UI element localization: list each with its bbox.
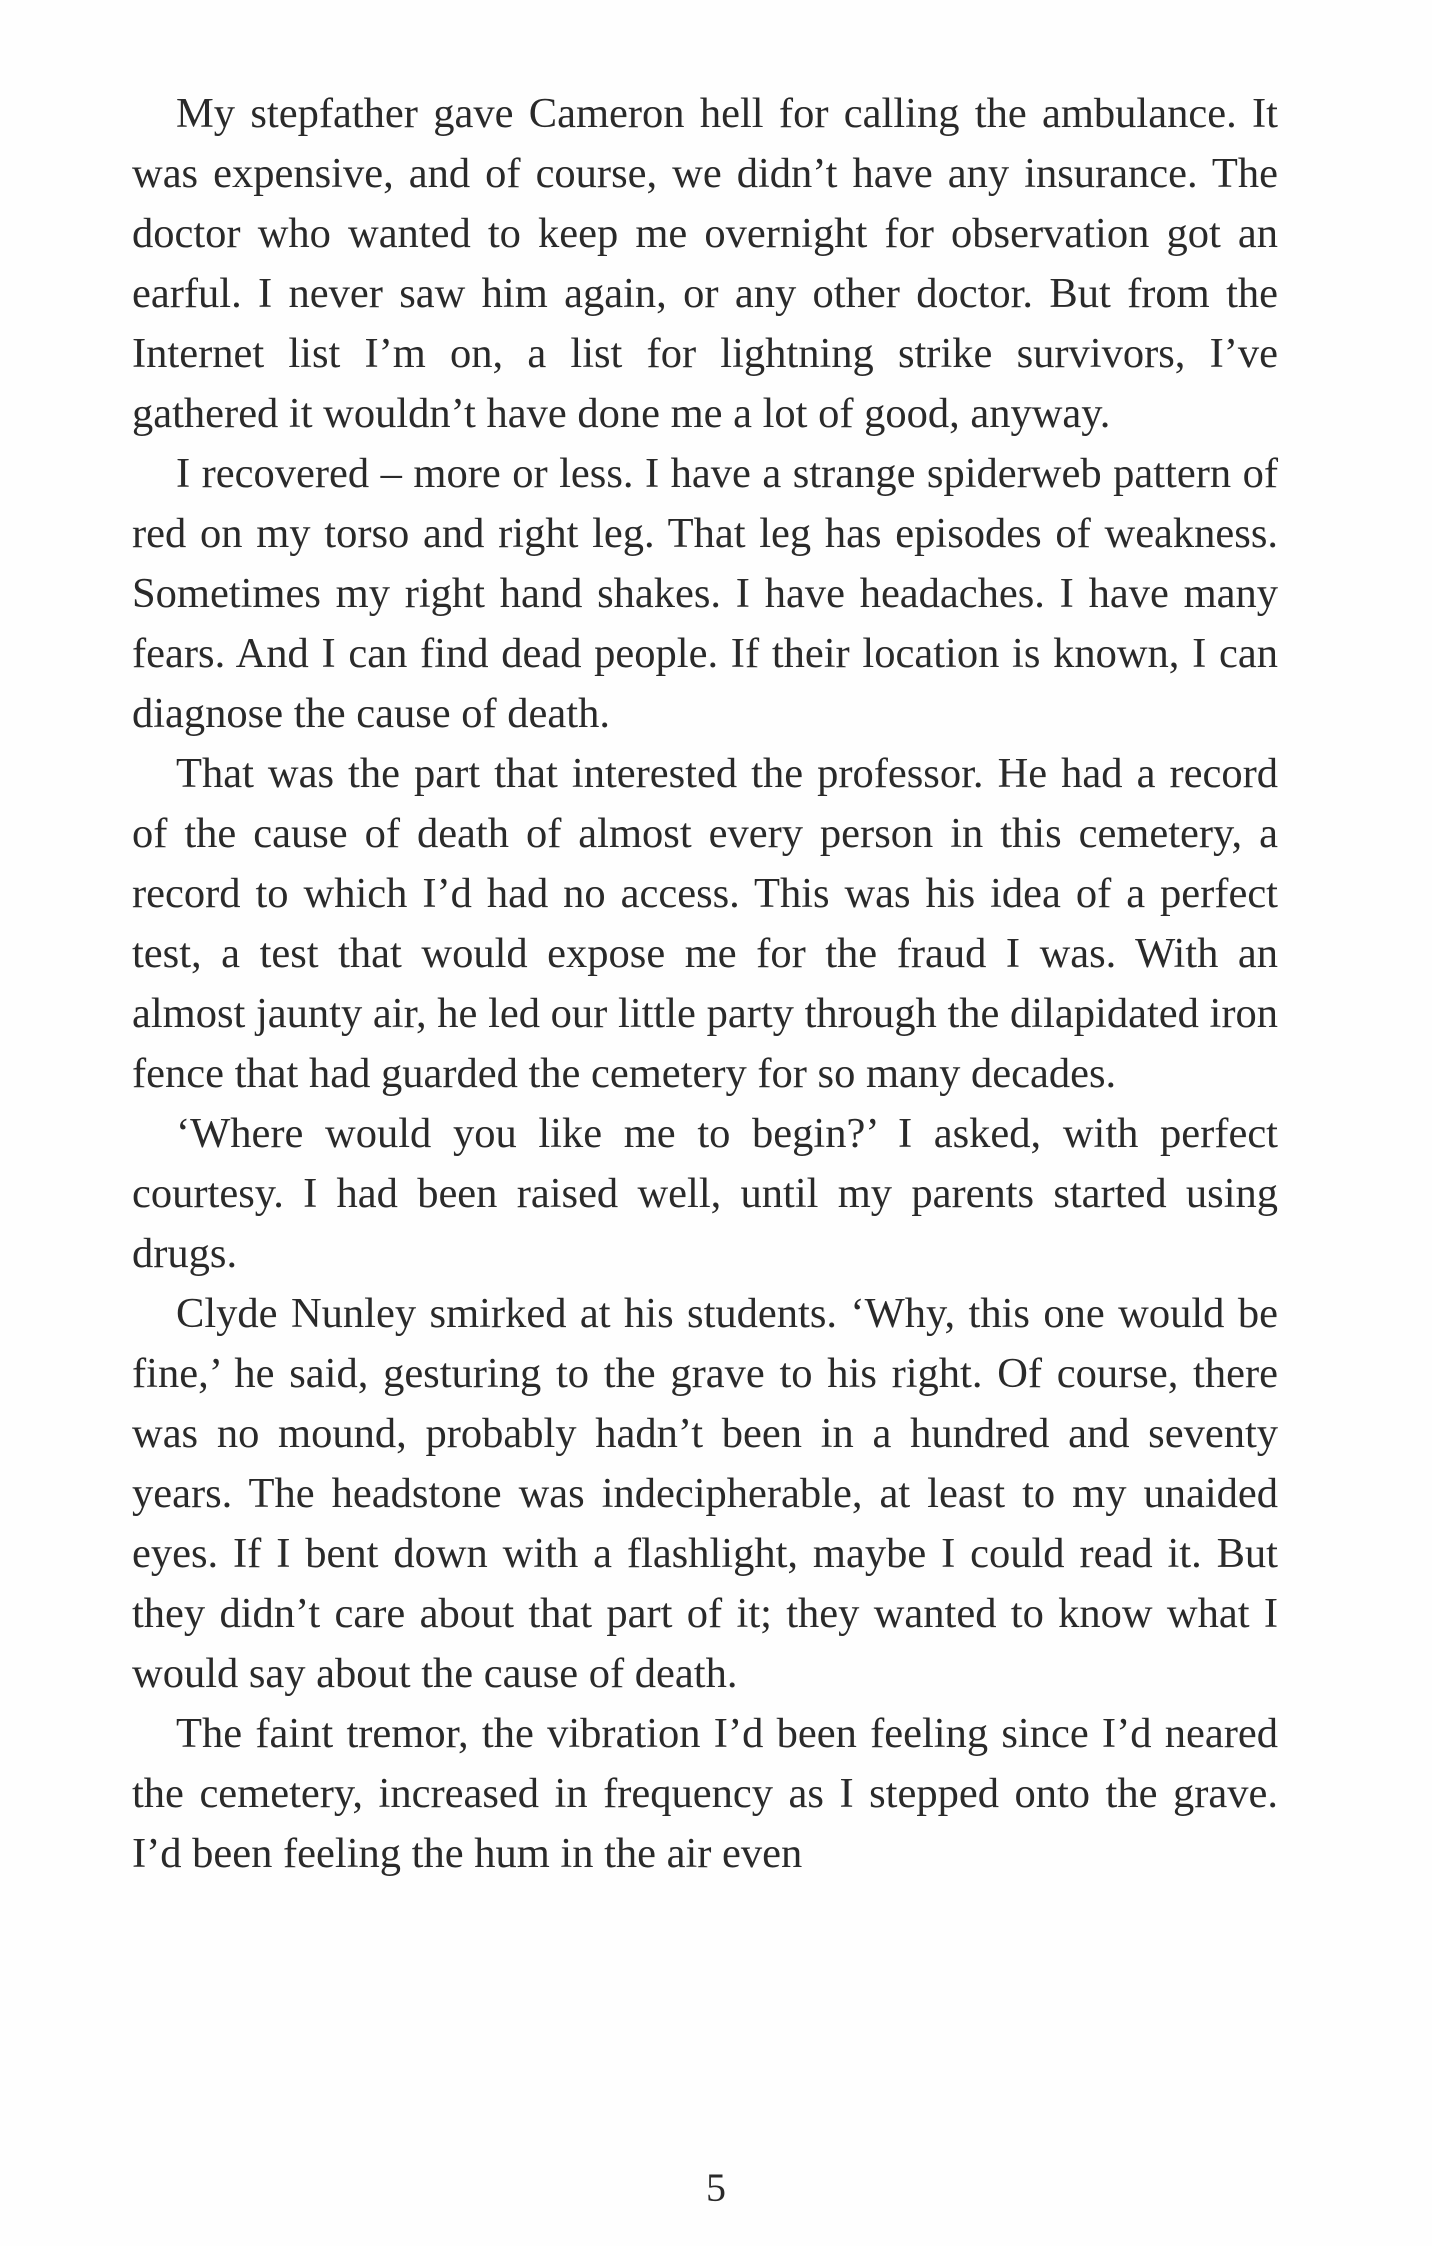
paragraph-4: ‘Where would you like me to begin?’ I asked, with perfect courtesy. I had been raised well, until my parents started using drugs. xyxy=(132,1110,1278,1277)
page-number: 5 xyxy=(706,2165,726,2210)
paragraph-1: My stepfather gave Cameron hell for calling the ambulance. It was expensive, and of course, we didn’t have any insurance. The doctor who wanted to keep me overnight for observation got an earful. I never saw him again, or any other doctor. But from the Internet list I’m on, a list for lightning strike survivors, I’ve gathered it wouldn’t have done me a lot of good, anyway. xyxy=(132,90,1278,437)
body-text xyxy=(132,84,1278,1884)
paragraph-6: The faint tremor, the vibration I’d been feeling since I’d neared the cemetery, increased in frequency as I stepped onto the grave. I’d been feeling the hum in the air even xyxy=(132,1710,1278,1877)
paragraph-3: That was the part that interested the professor. He had a record of the cause of death of almost every person in this cemetery, a record to which I’d had no access. This was his idea of a perfect test, a test that would expose me for the fraud I was. With an almost jaunty air, he led our little party through the dilapidated iron fence that had guarded the cemetery for so many decades. xyxy=(132,750,1278,1097)
paragraph-2: I recovered – more or less. I have a strange spiderweb pattern of red on my torso and right leg. That leg has episodes of weakness. Sometimes my right hand shakes. I have headaches. I have many fears. And I can find dead people. If their location is known, I can diagnose the cause of death. xyxy=(132,450,1278,737)
paragraph-5: Clyde Nunley smirked at his students. ‘Why, this one would be fine,’ he said, gesturing to the grave to his right. Of course, there was no mound, probably hadn’t been in a hundred and seventy years. The headstone was indecipherable, at least to my unaided eyes. If I bent down with a flashlight, maybe I could read it. But they didn’t care about that part of it; they wanted to know what I would say about the cause of death. xyxy=(132,1290,1278,1697)
